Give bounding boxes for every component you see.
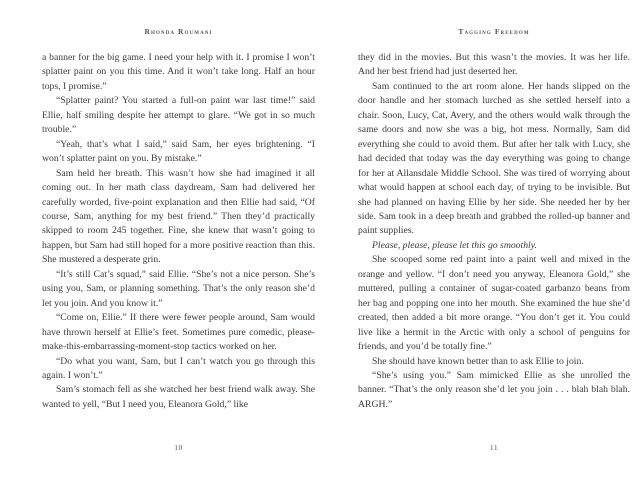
paragraph: “Splatter paint? You started a full-on paint war last time!” said Ellie, half smiling despite her attempt to glare. “We got in so much trouble.” bbox=[42, 95, 315, 136]
page-left bbox=[42, 0, 315, 480]
running-head-title: Tagging Freedom bbox=[458, 27, 530, 36]
paragraph: “Yeah, that’s what I said,” said Sam, her eyes brightening. “I won’t splatter paint on you. By mistake.” bbox=[42, 138, 315, 165]
running-head-author: Rhonda Roumani bbox=[144, 27, 213, 36]
paragraph: Sam held her breath. This wasn’t how she had imagined it all coming out. In her math class daydream, Sam had delivered her carefully worded, five-point explanation and then Ellie had said, “Of course, Sam, anything for my best friend.” Then they’d practically skipped to room 245 together. Fine, she knew that wasn’t going to happen, but Sam had still hoped for a more positive reaction than this. She mustered a desperate grin. bbox=[42, 167, 315, 266]
paragraph: Sam’s stomach fell as she watched her best friend walk away. She wanted to yell, “But I need you, Eleanora Gold,” like bbox=[42, 384, 315, 410]
paragraph: “It’s still Cat’s squad,” said Ellie. “She’s not a nice person. She’s using you, Sam, or planning something. That’s the only reason she’d let you join. And you know it.” bbox=[42, 268, 315, 309]
body-text-left bbox=[42, 51, 315, 412]
page-number-left: 10 bbox=[174, 443, 183, 452]
page-number-right: 11 bbox=[489, 443, 499, 452]
paragraph: a banner for the big game. I need your help with it. I promise I won’t splatter paint on you this time. And it won’t take long. Half an hour tops, I promise.” bbox=[42, 52, 315, 92]
page-right bbox=[358, 0, 630, 480]
paragraph: Please, please, please let this go smoothly. bbox=[372, 239, 537, 251]
body-text-right bbox=[358, 51, 630, 412]
paragraph: She scooped some red paint into a paint well and mixed in the orange and yellow. “I don’t need you anyway, Eleanora Gold,” she muttered, pulling a container of sugar-coated garbanzo beans from her bag and popping one into her mouth. She examined the hue she’d created, then added a bit more orange. “You don’t get it. You could live like a hermit in the Arctic with only a school of penguins for friends, and you’d be totally fine.” bbox=[358, 254, 630, 353]
paragraph: “Do what you want, Sam, but I can’t watch you go through this again. I won’t.” bbox=[42, 355, 315, 381]
paragraph: “She’s using you.” Sam mimicked Ellie as she unrolled the banner. “That’s the only reason she’d let you join . . . blah blah blah. ARGH.” bbox=[358, 369, 630, 410]
paragraph: Sam continued to the art room alone. Her hands slipped on the door handle and her stomach lurched as she settled herself into a chair. Soon, Lucy, Cat, Avery, and the others would walk through the same doors and now she was a big, hot mess. Normally, Sam did everything she could to avoid them. But after her talk with Lucy, she had decided that today was the day everything was going to change for her at Allansdale Middle School. She was tired of worrying about what would happen at school each day, of trying to be invisible. But she had planned on having Ellie by her side. She needed her by her side. Sam took in a deep breath and grabbed the rolled-up banner and paint supplies. bbox=[358, 80, 630, 237]
paragraph: they did in the movies. But this wasn’t the movies. It was her life. And her best friend had just deserted her. bbox=[358, 52, 630, 78]
paragraph: She should have known better than to ask Ellie to join. bbox=[372, 355, 584, 367]
paragraph: “Come on, Ellie.” If there were fewer people around, Sam would have thrown herself at Ellie’s feet. Sometimes pure comedic, please-make-this-embarrassing-moment-stop tactics worked on her. bbox=[42, 312, 315, 353]
